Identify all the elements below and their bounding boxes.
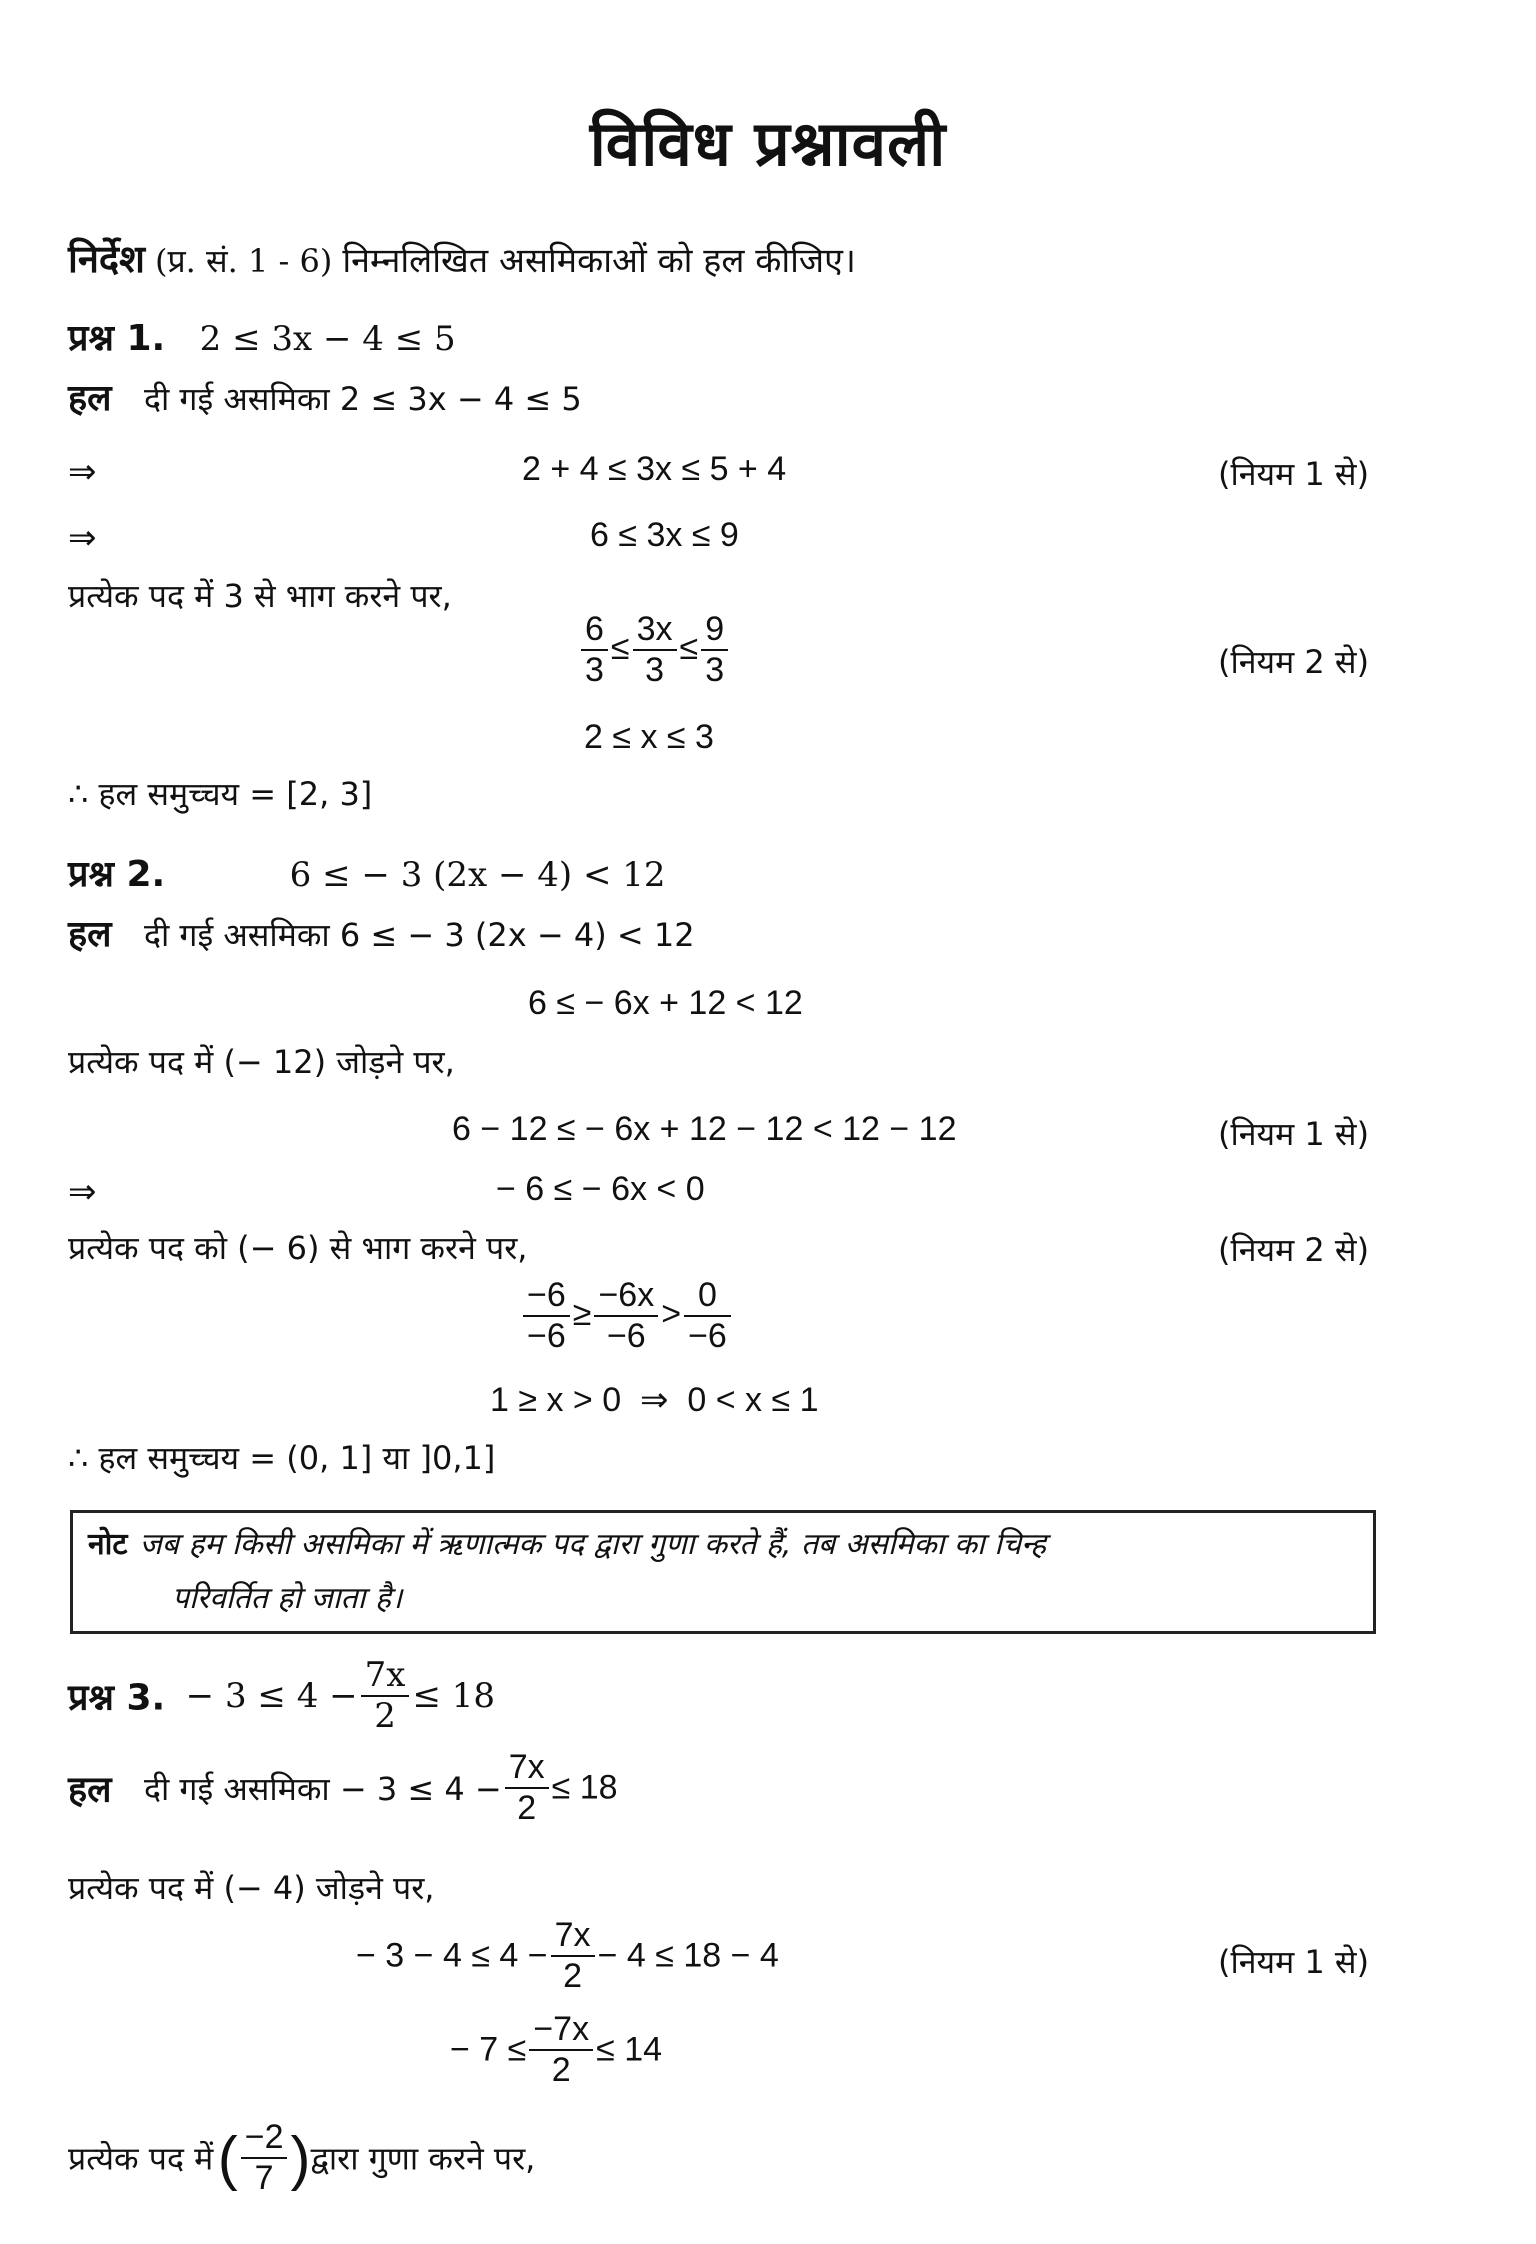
question-3-expr-pre: − 3 ≤ 4 − [185,1676,358,1717]
question-3-expr-post: ≤ 18 [412,1676,495,1717]
question-3-heading [68,1656,495,1736]
fraction: $\frac{3x}{3}$ [633,610,677,690]
step-description: प्रत्येक पद में (− 12) जोड़ने पर, [68,1043,455,1081]
question-3-label: प्रश्न 3. [68,1677,166,1719]
fraction: $\frac{-6x}{-6}$ [594,1276,658,1356]
fraction: $\frac{6}{3}$ [581,610,608,690]
math-step: 6 ≤ 3x ≤ 9 [590,516,739,554]
rule-reference: (नियम 2 से) [1218,1231,1370,1269]
implies-arrow: ⇒ [68,518,97,558]
rule-reference: (नियम 1 से) [1218,1943,1370,1981]
operator: > [661,1295,682,1334]
note-label: नोट [88,1527,128,1562]
fraction-step [578,610,731,690]
math-step: − 6 ≤ − 6x < 0 [496,1170,705,1208]
note-text [88,1518,1368,1626]
step-description: प्रत्येक पद में (− 4) जोड़ने पर, [68,1869,435,1907]
right-paren: ) [290,2124,311,2192]
fraction: $\frac{9}{3}$ [701,610,728,690]
rule-reference: (नियम 1 से) [1218,455,1370,493]
rule-reference: (नियम 1 से) [1218,1115,1370,1153]
implies-arrow: ⇒ [68,452,97,492]
math-step: 1 ≥ x > 0 ⇒ 0 < x ≤ 1 [490,1381,819,1419]
math-part: − 4 ≤ 18 − 4 [597,1936,779,1975]
fraction: $\frac{-6}{-6}$ [523,1276,570,1356]
operator: ≤ [610,629,630,668]
question-2-expression: 6 ≤ − 3 (2x − 4) < 12 [289,855,666,895]
fraction: $\frac{0}{-6}$ [684,1276,731,1356]
math-part: ≤ 14 [596,2030,663,2069]
page-title: विविध प्रश्नावली [589,107,947,180]
math-part: − 7 ≤ [450,2030,527,2069]
solution-set: ∴ हल समुच्चय = (0, 1] या ]0,1] [68,1439,496,1477]
solution-label: हल [68,378,112,419]
solution-label: हल [68,1769,112,1811]
solution-set: ∴ हल समुच्चय = [2, 3] [68,775,373,813]
fraction: $\frac{7x}{2}$ [361,1656,410,1736]
fraction: $\frac{7x}{2}$ [505,1748,549,1828]
fraction: $\frac{-2}{7}$ [241,2118,288,2198]
question-1-label: प्रश्न 1. [68,318,166,359]
step-description: द्वारा गुणा करने पर, [310,2139,536,2178]
fraction: $\frac{7x}{2}$ [551,1916,595,1996]
fraction-step [356,1916,779,1996]
fraction-step [450,2010,662,2090]
multiply-step [68,2118,535,2198]
math-step: 6 − 12 ≤ − 6x + 12 − 12 < 12 − 12 [452,1110,957,1148]
fraction-step [520,1276,734,1356]
given-inequality-pre: दी गई असमिका − 3 ≤ 4 − [143,1769,502,1808]
note-line-2: परिवर्तित हो जाता है। [172,1581,403,1616]
operator: ≤ [679,629,699,668]
instruction-text: निम्नलिखित असमिकाओं को हल कीजिए। [342,241,856,281]
fraction: $\frac{-7x}{2}$ [529,2010,593,2090]
question-1-given [68,372,582,421]
question-2-given [68,908,695,957]
math-step: 2 + 4 ≤ 3x ≤ 5 + 4 [522,450,787,488]
step-description: प्रत्येक पद में 3 से भाग करने पर, [68,577,452,615]
math-part: − 3 − 4 ≤ 4 − [356,1936,548,1975]
given-inequality: दी गई असमिका 2 ≤ 3x − 4 ≤ 5 [143,380,582,418]
instruction-ref: (प्र. सं. 1 - 6) [154,242,333,280]
question-1-heading [68,312,456,361]
instruction-lead: निर्देश [68,237,145,281]
step-description: प्रत्येक पद को (− 6) से भाग करने पर, [68,1229,528,1267]
question-3-given [68,1748,618,1828]
given-inequality: दी गई असमिका 6 ≤ − 3 (2x − 4) < 12 [143,916,695,954]
math-step: 2 ≤ x ≤ 3 [584,718,714,756]
math-step: 6 ≤ − 6x + 12 < 12 [528,984,803,1022]
note-line-1: जब हम किसी असमिका में ऋणात्मक पद द्वारा गुणा करते हैं, तब असमिका का चिन्ह [139,1527,1047,1562]
question-2-label: प्रश्न 2. [68,854,166,895]
left-paren: ( [217,2124,238,2192]
operator: ≥ [572,1295,592,1334]
instruction [68,232,856,284]
step-description: प्रत्येक पद में [68,2139,214,2178]
question-1-expression: 2 ≤ 3x − 4 ≤ 5 [199,319,456,359]
solution-label: हल [68,914,112,955]
rule-reference: (नियम 2 से) [1218,643,1370,681]
question-2-heading [68,848,666,897]
given-inequality-post: ≤ 18 [551,1768,618,1807]
implies-arrow: ⇒ [68,1172,97,1212]
